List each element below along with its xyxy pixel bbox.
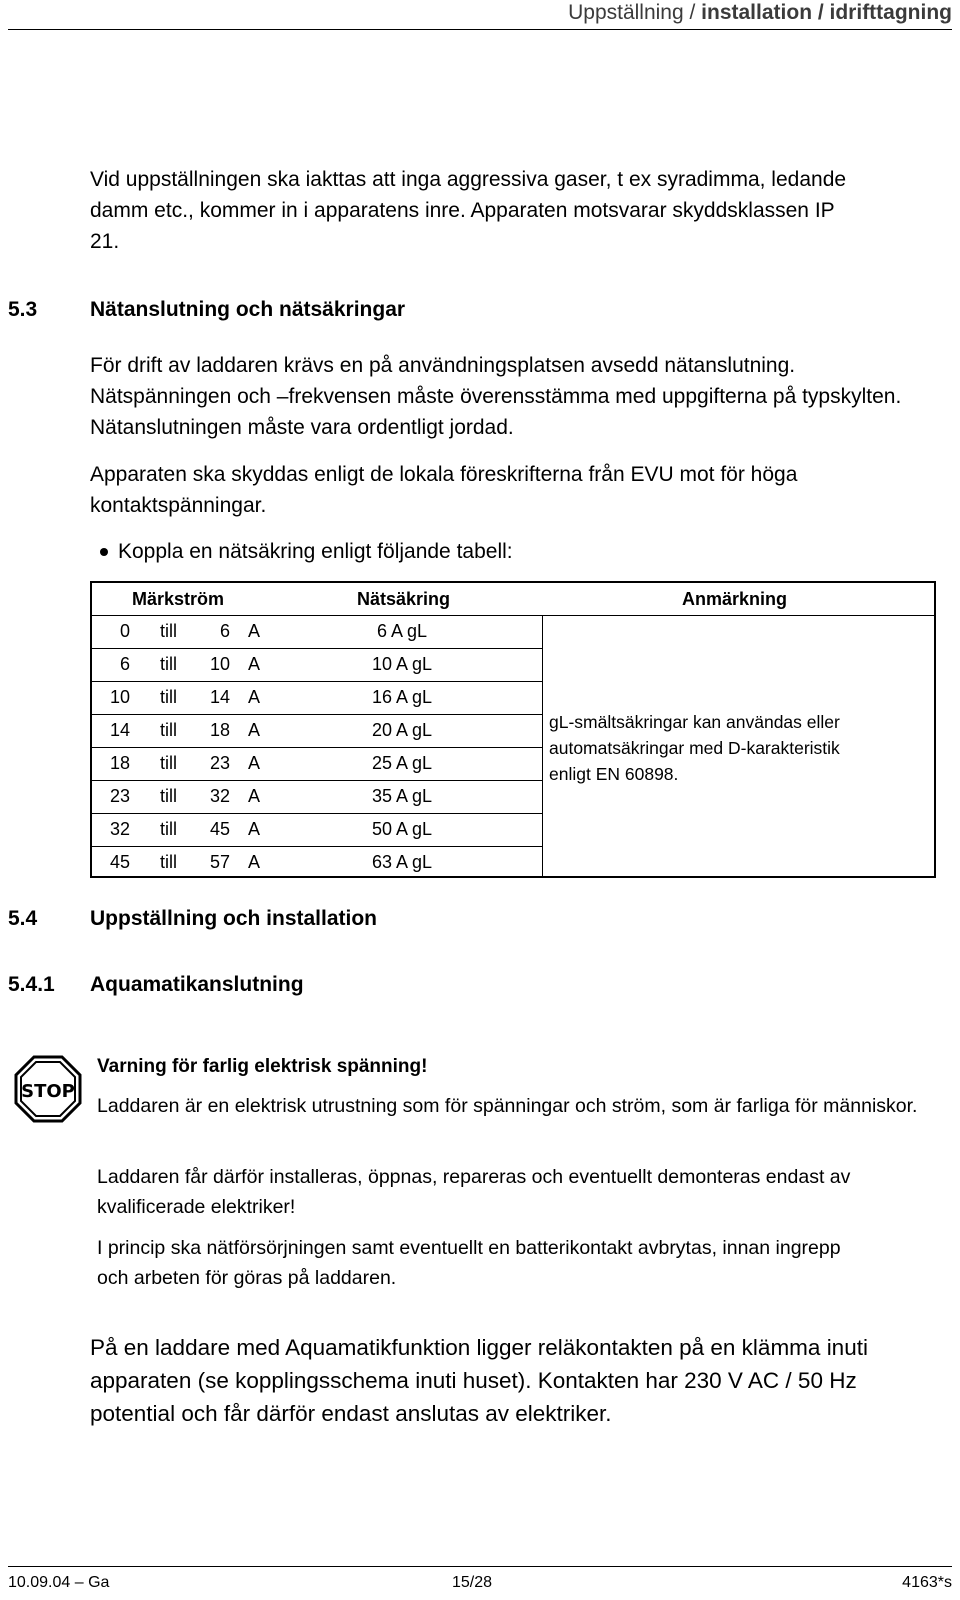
cell-till: till <box>160 621 177 641</box>
cell-to: 45 <box>210 819 231 839</box>
cell-from: 0 <box>120 621 131 641</box>
cell-unit: A <box>248 753 261 773</box>
cell-unit: A <box>248 786 261 806</box>
cell-from: 14 <box>110 720 131 740</box>
section-5-3-bullet-text: Koppla en nätsäkring enligt följande tabell: <box>118 540 513 563</box>
table-remark <box>549 709 840 787</box>
cell-from: 10 <box>110 687 131 707</box>
stop-icon-text: STOP <box>21 1081 75 1102</box>
cell-from: 32 <box>110 819 131 839</box>
section-5-3-title: Nätanslutning och nätsäkringar <box>90 298 406 321</box>
remark-column-divider <box>542 615 543 876</box>
cell-to: 57 <box>210 852 231 872</box>
cell-unit: A <box>248 819 261 839</box>
cell-fuse: 25 A gL <box>372 753 433 773</box>
cell-from: 23 <box>110 786 131 806</box>
footer-date: 10.09.04 <box>8 1574 75 1591</box>
cell-from: 45 <box>110 852 131 872</box>
cell-till: till <box>160 852 177 872</box>
cell-fuse: 16 A gL <box>372 687 433 707</box>
fuse-table <box>90 581 936 878</box>
header-title-part1: Uppställning / <box>568 1 702 24</box>
table-row <box>92 616 542 649</box>
page-header-title <box>568 0 952 26</box>
table-row <box>92 649 542 682</box>
section-5-3-number: 5.3 <box>8 298 38 321</box>
stop-sign-icon <box>14 1055 82 1123</box>
footer-page-number: 15/28 <box>452 1574 493 1591</box>
cell-unit: A <box>248 654 261 674</box>
footer-author: – Ga <box>74 1574 110 1591</box>
cell-till: till <box>160 753 177 773</box>
aquamatik-paragraph: På en laddare med Aquamatikfunktion ligger reläkontakten på en klämma inuti apparaten (se kopplingsschema inuti huset). Kontakten har 230 V AC / 50 Hz potential och får därför endast anslutas av elektriker. <box>90 1335 868 1426</box>
table-row <box>92 847 542 880</box>
cell-from: 6 <box>120 654 131 674</box>
footer-rule <box>8 1566 952 1567</box>
cell-fuse: 20 A gL <box>372 720 433 740</box>
cell-till: till <box>160 687 177 707</box>
section-5-4-number: 5.4 <box>8 907 38 930</box>
table-row <box>92 682 542 715</box>
cell-fuse: 35 A gL <box>372 786 433 806</box>
cell-fuse: 50 A gL <box>372 819 433 839</box>
remark-line-2: automatsäkringar med D-karakteristik <box>549 738 840 758</box>
bullet-icon <box>100 548 108 556</box>
table-header-natsakring: Nätsäkring <box>357 589 451 609</box>
section-5-3-paragraph-1: För drift av laddaren krävs en på användningsplatsen avsedd nätanslutning. Nätspänningen och –frekvensen måste överensstämma med uppgifterna på typskylten. Nätanslutningen måste vara ordentligt jordad. <box>90 354 902 439</box>
warning-paragraph-1: Laddaren är en elektrisk utrustning som för spänningar och ström, som är farliga för människor. <box>97 1095 918 1117</box>
table-row <box>92 748 542 781</box>
footer-doc-id: 4163*s <box>902 1574 952 1591</box>
cell-to: 23 <box>210 753 231 773</box>
cell-till: till <box>160 786 177 806</box>
cell-from: 18 <box>110 753 131 773</box>
warning-title: Varning för farlig elektrisk spänning! <box>97 1056 428 1077</box>
cell-till: till <box>160 819 177 839</box>
table-row <box>92 814 542 847</box>
intro-paragraph: Vid uppställningen ska iakttas att inga aggressiva gaser, t ex syradimma, ledande damm etc., kommer in i apparatens inre. Apparaten motsvarar skyddsklassen IP 21. <box>90 168 847 253</box>
cell-unit: A <box>248 621 261 641</box>
cell-unit: A <box>248 720 261 740</box>
header-rule <box>8 29 952 30</box>
cell-fuse: 63 A gL <box>372 852 433 872</box>
footer-left <box>8 1572 109 1594</box>
cell-till: till <box>160 720 177 740</box>
header-title-part2: installation / idrifttagning <box>701 1 952 24</box>
remark-line-3: enligt EN 60898. <box>549 764 679 784</box>
section-5-4-1-number: 5.4.1 <box>8 973 55 996</box>
cell-unit: A <box>248 852 261 872</box>
table-row <box>92 715 542 748</box>
section-5-4-title: Uppställning och installation <box>90 907 378 930</box>
warning-paragraph-2: Laddaren får därför installeras, öppnas, repareras och eventuellt demonteras endast av kvalificerade elektriker! <box>97 1166 851 1218</box>
cell-to: 14 <box>210 687 231 707</box>
section-5-3-paragraph-2: Apparaten ska skyddas enligt de lokala föreskrifterna från EVU mot för höga kontaktspänningar. <box>90 463 798 517</box>
table-header-anmarkning: Anmärkning <box>682 589 788 609</box>
cell-unit: A <box>248 687 261 707</box>
warning-paragraph-3: I princip ska nätförsörjningen samt eventuellt en batterikontakt avbrytas, innan ingrepp och arbeten för göras på laddaren. <box>97 1237 841 1289</box>
cell-to: 6 <box>220 621 231 641</box>
cell-to: 18 <box>210 720 231 740</box>
cell-to: 10 <box>210 654 231 674</box>
cell-to: 32 <box>210 786 231 806</box>
cell-fuse: 10 A gL <box>372 654 433 674</box>
section-5-4-1-title: Aquamatikanslutning <box>90 973 304 996</box>
table-header-markstrom: Märkström <box>132 589 225 609</box>
table-row <box>92 781 542 814</box>
cell-till: till <box>160 654 177 674</box>
cell-fuse: 6 A gL <box>377 621 428 641</box>
remark-line-1: gL-smältsäkringar kan användas eller <box>549 712 840 732</box>
